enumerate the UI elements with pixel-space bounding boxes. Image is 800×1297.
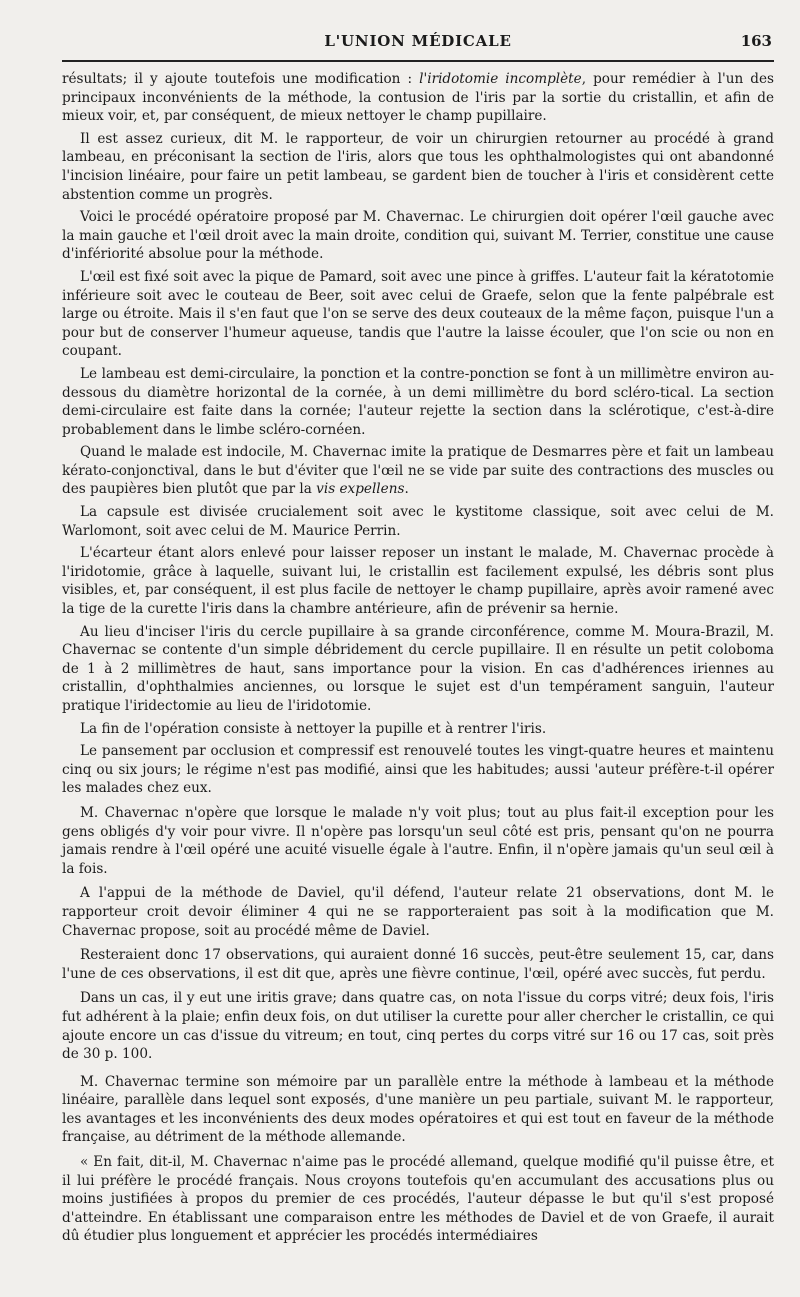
text-run: .	[404, 481, 409, 498]
paragraph: M. Chavernac termine son mémoire par un parallèle entre la méthode à lambeau et la méthode linéaire, parallèle dans lequel sont exposés, d'une manière un peu partiale, suivant M. le rapporteur, les avantages et les inconvénients des deux modes opératoires et qui est tout en faveur de la méthode française, au détriment de la méthode allemande.	[62, 1073, 774, 1146]
paragraph: Voici le procédé opératoire proposé par M. Chavernac. Le chirurgien doit opérer l'œil gauche avec la main gauche et l'œil droit avec la main droite, condition qui, suivant M. Terrier, constitue une cause d'infériorité absolue pour la méthode.	[62, 209, 774, 263]
paragraph: Au lieu d'inciser l'iris du cercle pupillaire à sa grande circonférence, comme M. Moura-Brazil, M. Chavernac se contente d'un simple débridement du cercle pupillaire. Il en résulte un petit coloboma de 1 à 2 millimètres de haut, sans importance pour la vision. En cas d'adhérences iriennes au cristallin, d'ophthalmies anciennes, ou lorsque le sujet est d'un tempérament sanguin, l'auteur pratique l'iridectomie au lieu de l'iridotomie.	[62, 623, 774, 714]
paragraph: La capsule est divisée crucialement soit avec le kystitome classique, soit avec celui de M. Warlomont, soit avec celui de M. Maurice Perrin.	[62, 504, 774, 539]
running-title: L'UNION MÉDICALE	[324, 32, 512, 50]
paragraph: Le lambeau est demi-circulaire, la ponction et la contre-ponction se font à un millimètre environ au-dessous du diamètre horizontal de la cornée, à un demi millimètre du bord scléro-tical. La section demi-circulaire est faite dans la cornée; l'auteur rejette la section dans la sclérotique, c'est-à-dire probablement dans le limbe scléro-cornéen.	[62, 365, 774, 438]
text-run: Quand le malade est indocile, M. Chavernac imite la pratique de Desmarres père et fait un lambeau kérato-conjonctival, dans le but d'éviter que l'œil ne se vide par suite des contractions des muscles ou des paupières bien plutôt que par la	[62, 444, 774, 498]
paragraph: L'écarteur étant alors enlevé pour laisser reposer un instant le malade, M. Chavernac procède à l'iridotomie, grâce à laquelle, suivant lui, le cristallin est facilement expulsé, les débris sont plus visibles, et, par conséquent, il est plus facile de nettoyer le champ pupillaire, après avoir ramené avec la tige de la curette l'iris dans la chambre antérieure, afin de prévenir sa hernie.	[62, 545, 774, 618]
paragraph: Resteraient donc 17 observations, qui auraient donné 16 succès, peut-être seulement 15, car, dans l'une de ces observations, il est dit que, après une fièvre continue, l'œil, opéré avec succès, fut perdu.	[62, 947, 774, 982]
italic-term: vis expellens	[316, 481, 405, 498]
paragraph	[62, 443, 774, 499]
paragraph: M. Chavernac n'opère que lorsque le malade n'y voit plus; tout au plus fait-il exception pour les gens obligés d'y voir pour vivre. Il n'opère pas lorsqu'un seul côté est pris, pensant qu'on ne pourra jamais rendre à l'œil opéré une acuité visuelle égale à l'autre. Enfin, il n'opère jamais qu'un seul œil à la fois.	[62, 804, 774, 877]
italic-term: l'iridotomie incomplète	[419, 71, 582, 87]
header-rule	[62, 60, 774, 62]
paragraph: Il est assez curieux, dit M. le rapporteur, de voir un chirurgien retourner au procédé à grand lambeau, en préconisant la section de l'iris, alors que tous les ophthalmologistes qui ont abandonné l'incision linéaire, pour faire un petit lambeau, se gardent bien de toucher à l'iris et considèrent cette abstention comme un progrès.	[62, 130, 774, 203]
page-header	[62, 26, 774, 60]
paragraph: L'œil est fixé soit avec la pique de Pamard, soit avec une pince à griffes. L'auteur fait la kératotomie inférieure soit avec le couteau de Beer, soit avec celui de Graefe, selon que la fente palpébrale est large ou étroite. Mais il s'en faut que l'on se serve des deux couteaux de la même façon, puisque l'un a pour but de conserver l'humeur aqueuse, tandis que l'autre la laisse écouler, que l'on scie ou non en coupant.	[62, 268, 774, 360]
paragraph: La fin de l'opération consiste à nettoyer la pupille et à rentrer l'iris.	[80, 720, 547, 737]
text-run: résultats; il y ajoute toutefois une modification :	[62, 71, 420, 87]
paragraph	[62, 70, 774, 126]
paragraph: Le pansement par occlusion et compressif est renouvelé toutes les vingt-quatre heures et maintenu cinq ou six jours; le régime n'est pas modifié, ainsi que les habitudes; aussi 'auteur préfère-t-il opérer les malades chez eux.	[62, 743, 774, 797]
page-number: 163	[740, 32, 772, 50]
paragraph: A l'appui de la méthode de Daviel, qu'il défend, l'auteur relate 21 observations, dont M. le rapporteur croit devoir éliminer 4 qui ne se rapporteraient pas soit à la modification que M. Chavernac propose, soit au procédé même de Daviel.	[62, 885, 774, 939]
paragraph: « En fait, dit-il, M. Chavernac n'aime pas le procédé allemand, quelque modifié qu'il puisse être, et il lui préfère le procédé français. Nous croyons toutefois qu'en accumulant des accusations plus ou moins justifiées à propos du premier de ces procédés, l'auteur dépasse le but qu'il s'est proposé d'atteindre. En établissant une comparaison entre les méthodes de Daviel et de von Graefe, il aurait dû étudier plus longuement et apprécier les procédés intermédiaires	[62, 1154, 774, 1245]
article-body	[62, 70, 774, 1246]
paragraph: Dans un cas, il y eut une iritis grave; dans quatre cas, on nota l'issue du corps vitré; deux fois, l'iris fut adhérent à la plaie; enfin deux fois, on dut utiliser la curette pour aller chercher le cristallin, ce qui ajoute encore un cas d'issue du vitreum; en tout, cinq pertes du corps vitré sur 16 ou 17 cas, soit près de 30 p. 100.	[62, 990, 774, 1063]
text-run: , pour remédier à l'un des principaux inconvénients de la méthode, la contusion de l'iris par la sortie du cristallin, et afin de mieux voir, et, par conséquent, de mieux nettoyer le champ pupillaire.	[62, 71, 774, 125]
